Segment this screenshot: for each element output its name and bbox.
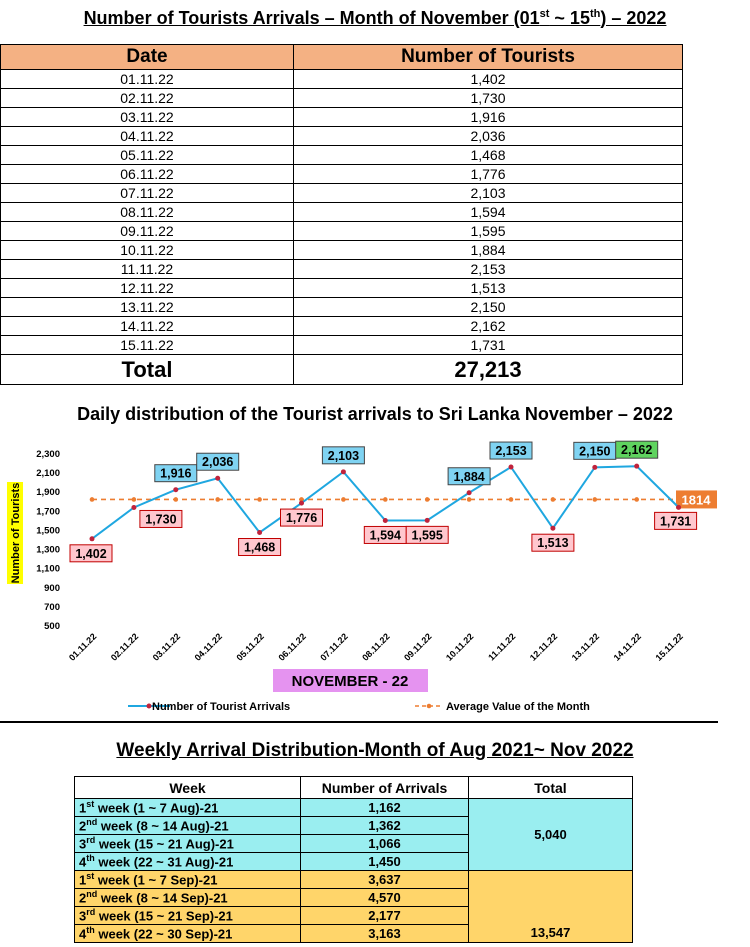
tourists-column-header: Number of Tourists (294, 45, 683, 70)
average-point (593, 497, 598, 502)
week-arrivals: 4,570 (301, 889, 469, 907)
arrivals-point (131, 505, 136, 510)
table-row (1, 298, 683, 317)
y-tick-label: 500 (44, 621, 60, 632)
data-label: 2,103 (327, 448, 360, 463)
y-tick-label: 1,900 (36, 487, 60, 499)
data-label: 1,594 (369, 528, 401, 543)
table-row (1, 203, 683, 222)
table-row (1, 127, 683, 146)
count-cell: 1,402 (294, 70, 683, 89)
data-label: 1,595 (411, 528, 443, 543)
data-label: 1,916 (160, 466, 192, 481)
count-cell: 1,776 (294, 165, 683, 184)
date-cell: 01.11.22 (1, 70, 294, 89)
table-row (1, 241, 683, 260)
table-row (1, 222, 683, 241)
y-tick-label: 900 (44, 582, 60, 594)
count-cell: 2,036 (294, 127, 683, 146)
x-axis-label: NOVEMBER - 22 (291, 673, 409, 690)
week-arrivals: 1,162 (301, 799, 469, 817)
table-row (1, 89, 683, 108)
y-tick-label: 1,300 (36, 544, 60, 556)
arrivals-point (173, 487, 178, 492)
average-point (551, 497, 556, 502)
legend-average-marker (427, 704, 432, 709)
date-cell: 05.11.22 (1, 146, 294, 165)
date-cell: 11.11.22 (1, 260, 294, 279)
table-row (1, 165, 683, 184)
average-point (90, 497, 95, 502)
week-arrivals: 1,066 (301, 835, 469, 853)
date-cell: 10.11.22 (1, 241, 294, 260)
total-label: Total (1, 355, 294, 385)
date-cell: 13.11.22 (1, 298, 294, 317)
weekly-distribution-table (74, 776, 633, 943)
week-label: 4th week (22 ~ 30 Sep)-21 (75, 925, 301, 943)
x-tick-label: 03.11.22 (150, 631, 183, 663)
average-point (132, 497, 137, 502)
week-label: 2nd week (8 ~ 14 Sep)-21 (75, 889, 301, 907)
average-point (215, 497, 220, 502)
data-label: 2,150 (579, 444, 611, 459)
y-tick-label: 1,500 (36, 525, 60, 537)
week-row (75, 871, 633, 889)
arrivals-point (467, 490, 472, 495)
arrivals-point (341, 469, 346, 474)
table-row (1, 336, 683, 355)
date-cell: 04.11.22 (1, 127, 294, 146)
week-arrivals: 1,450 (301, 853, 469, 871)
x-tick-label: 12.11.22 (527, 631, 560, 663)
chart-title: Daily distribution of the Tourist arrivals to Sri Lanka November – 2022 (77, 404, 673, 424)
average-point (383, 497, 388, 502)
aug-total: 5,040 (469, 799, 633, 871)
arrivals-point (509, 465, 514, 470)
data-label: 2,036 (202, 455, 234, 470)
count-cell: 2,150 (294, 298, 683, 317)
arrivals-point (592, 465, 597, 470)
y-axis-label: Number of Tourists (10, 482, 22, 584)
section-divider (0, 721, 718, 723)
data-label: 1,513 (537, 536, 569, 551)
average-point (174, 497, 179, 502)
x-tick-label: 07.11.22 (318, 631, 350, 663)
arrivals-point (90, 536, 95, 541)
date-cell: 14.11.22 (1, 317, 294, 336)
total-row (1, 355, 683, 385)
x-tick-label: 02.11.22 (108, 631, 141, 663)
week-label: 3rd week (15 ~ 21 Aug)-21 (75, 835, 301, 853)
data-label: 1,468 (243, 540, 276, 555)
legend-arrivals-marker (147, 704, 152, 709)
arrivals-point (550, 526, 555, 531)
count-cell: 1,595 (294, 222, 683, 241)
total-column-header: Total (469, 777, 633, 799)
x-tick-label: 11.11.22 (486, 631, 518, 663)
count-cell: 1,884 (294, 241, 683, 260)
x-tick-label: 01.11.22 (66, 631, 99, 663)
average-point (425, 497, 430, 502)
table-row (1, 317, 683, 336)
x-tick-label: 04.11.22 (192, 631, 225, 663)
week-arrivals: 2,177 (301, 907, 469, 925)
x-tick-label: 13.11.22 (569, 631, 602, 663)
table-row (1, 260, 683, 279)
x-tick-label: 09.11.22 (402, 631, 434, 663)
table-row (1, 70, 683, 89)
count-cell: 1,594 (294, 203, 683, 222)
average-point (467, 497, 472, 502)
average-point (341, 497, 346, 502)
y-tick-label: 1,700 (36, 506, 60, 518)
average-point (634, 497, 639, 502)
count-cell: 2,103 (294, 184, 683, 203)
count-cell: 1,731 (294, 336, 683, 355)
y-tick-label: 2,300 (36, 449, 60, 460)
data-label: 1,731 (659, 514, 692, 529)
week-arrivals: 1,362 (301, 817, 469, 835)
arrivals-point (383, 518, 388, 523)
count-cell: 1,730 (294, 89, 683, 108)
data-label: 1,402 (75, 546, 107, 561)
data-label: 2,162 (621, 443, 653, 458)
date-cell: 02.11.22 (1, 89, 294, 108)
arrivals-point (215, 476, 220, 481)
date-cell: 07.11.22 (1, 184, 294, 203)
arrivals-point (676, 505, 681, 510)
y-tick-label: 1,100 (36, 563, 60, 575)
page-title: Number of Tourists Arrivals – Month of November (01st ~ 15th) – 2022 (83, 8, 667, 28)
date-cell: 15.11.22 (1, 336, 294, 355)
count-cell: 1,513 (294, 279, 683, 298)
arrivals-point (299, 501, 304, 506)
date-cell: 12.11.22 (1, 279, 294, 298)
table-row (1, 146, 683, 165)
date-cell: 06.11.22 (1, 165, 294, 184)
week-label: 1st week (1 ~ 7 Sep)-21 (75, 871, 301, 889)
average-point (509, 497, 514, 502)
data-label: 1,730 (145, 512, 177, 527)
average-label: 1814 (681, 492, 711, 508)
week-arrivals: 3,163 (301, 925, 469, 943)
count-cell: 1,916 (294, 108, 683, 127)
x-tick-label: 10.11.22 (444, 631, 476, 663)
weekly-title: Weekly Arrival Distribution-Month of Aug 2021~ Nov 2022 (116, 740, 634, 761)
arrivals-column-header: Number of Arrivals (301, 777, 469, 799)
data-label: 2,153 (495, 444, 527, 459)
week-row (75, 799, 633, 817)
x-tick-label: 14.11.22 (611, 631, 644, 663)
week-label: 2nd week (8 ~ 14 Aug)-21 (75, 817, 301, 835)
legend-arrivals-label: Number of Tourist Arrivals (152, 701, 291, 713)
daily-arrivals-chart (0, 430, 750, 720)
count-cell: 2,153 (294, 260, 683, 279)
arrivals-point (634, 464, 639, 469)
x-tick-label: 08.11.22 (360, 631, 392, 663)
x-tick-label: 15.11.22 (653, 631, 686, 663)
count-cell: 2,162 (294, 317, 683, 336)
count-cell: 1,468 (294, 146, 683, 165)
data-label: 1,884 (453, 469, 485, 484)
total-value: 27,213 (294, 355, 683, 385)
date-cell: 09.11.22 (1, 222, 294, 241)
date-cell: 03.11.22 (1, 108, 294, 127)
x-tick-label: 06.11.22 (276, 631, 308, 663)
arrivals-point (425, 518, 430, 523)
week-label: 4th week (22 ~ 31 Aug)-21 (75, 853, 301, 871)
week-label: 3rd week (15 ~ 21 Sep)-21 (75, 907, 301, 925)
table-row (1, 108, 683, 127)
y-tick-label: 700 (44, 601, 60, 613)
week-label: 1st week (1 ~ 7 Aug)-21 (75, 799, 301, 817)
week-arrivals: 3,637 (301, 871, 469, 889)
date-column-header: Date (1, 45, 294, 70)
table-row (1, 279, 683, 298)
date-cell: 08.11.22 (1, 203, 294, 222)
data-label: 1,776 (285, 511, 318, 526)
average-point (257, 497, 262, 502)
y-tick-label: 2,100 (36, 468, 60, 480)
table-row (1, 184, 683, 203)
legend-average-label: Average Value of the Month (446, 701, 590, 713)
arrivals-point (257, 530, 262, 535)
daily-arrivals-table (0, 44, 683, 385)
x-tick-label: 05.11.22 (234, 631, 267, 663)
week-column-header: Week (75, 777, 301, 799)
sep-total: 13,547 (469, 871, 633, 943)
